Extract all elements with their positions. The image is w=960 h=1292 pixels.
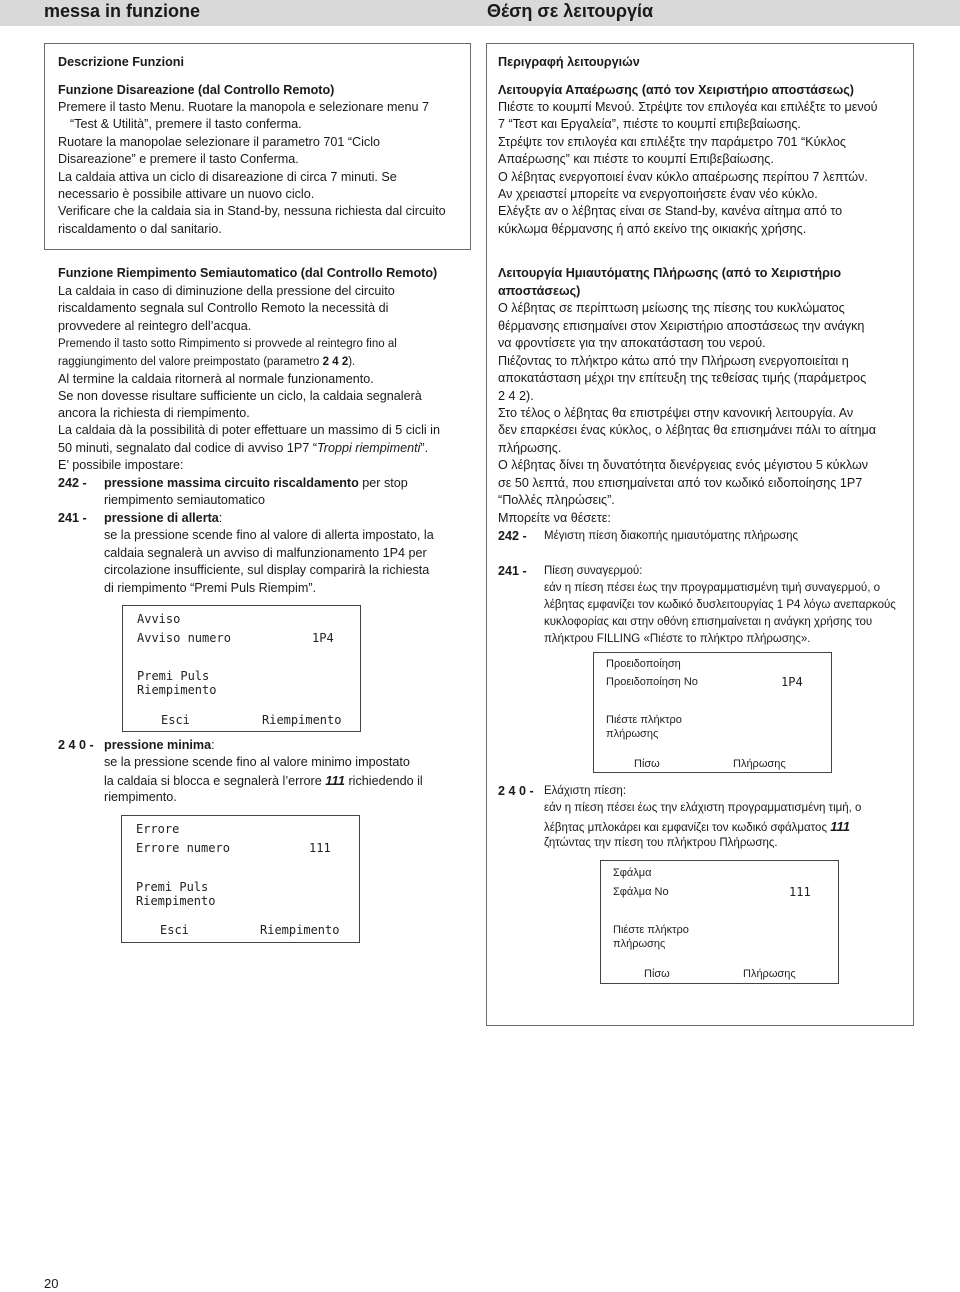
lcd-message: Πιέστε πλήκτρο [606, 714, 682, 726]
it-param-240: 2 4 0 - pressione minima: se la pressione scende fino al valore minimo impostato la caldaia si blocca e segnalerà l’errore 111 richiedendo il riempimento. [58, 738, 423, 804]
header-title-gr: Θέση σε λειτουργία [487, 1, 654, 21]
lcd-fill-button[interactable]: Riempimento [260, 923, 340, 937]
it-param-242: 242 - pressione massima circuito riscaldamento per stop riempimento semiautomatico [58, 476, 408, 507]
it-text-line: provvedere al reintegro dell’acqua. [58, 319, 252, 333]
it-text-line: Se non dovesse risultare sufficiente un ciclo, la caldaia segnalerà [58, 389, 422, 403]
error-code-glyph: 111 [325, 773, 345, 788]
lcd-title: Προειδοποίηση [606, 658, 681, 670]
it-text-line: La caldaia in caso di diminuzione della pressione del circuito [58, 284, 395, 298]
it-disaeration-title: Funzione Disareazione (dal Controllo Remoto) [58, 83, 335, 97]
lcd-exit-button[interactable]: Esci [161, 713, 190, 727]
lcd-code: 1P4 [312, 631, 334, 645]
it-text-line: riscaldamento segnala sul Controllo Remoto la necessità di [58, 301, 389, 315]
lcd-exit-button[interactable]: Esci [160, 923, 189, 937]
lcd-label: Προειδοποίηση Νο [606, 676, 698, 688]
lcd-fill-button[interactable]: Riempimento [262, 713, 342, 727]
gr-param-242: 242 - Μέγιστη πίεση διακοπής ημιαυτόματης πλήρωσης [498, 529, 799, 543]
gr-semiauto-title: Λειτουργία Ημιαυτόματης Πλήρωσης (από το Χειριστήριο [498, 266, 842, 280]
lcd-message: Premi Puls [137, 669, 210, 683]
lcd-back-button[interactable]: Πίσω [634, 758, 660, 770]
it-text-line: Al termine la caldaia ritornerà al normale funzionamento. [58, 372, 374, 386]
it-param-241: 241 - pressione di allerta: se la pressione scende fino al valore di allerta impostato, la caldaia segnalerà un avviso di malfunzionamento 1P4 per circolazione insufficiente, sul display comparirà la richiesta di riempimento “Premi Puls Riempim”. [58, 511, 434, 595]
it-box-title: Descrizione Funzioni [58, 55, 184, 69]
it-semiauto-title: Funzione Riempimento Semiautomatico (dal Controllo Remoto) [58, 266, 438, 280]
lcd-message: Premi Puls [136, 880, 209, 894]
lcd-message: πλήρωσης [606, 728, 659, 740]
lcd-fill-button[interactable]: Πλήρωσης [733, 758, 786, 770]
lcd-title: Σφάλμα [613, 867, 652, 879]
gr-param-240: 2 4 0 - Ελάχιστη πίεση: εάν η πίεση πέσει έως την ελάχιστη προγραμματισμένη τιμή, ο λέβητας μπλοκάρει και εμφανίζει τον κωδικό σφάλματος 111 ζητώντας την πίεση του πλήκτρου Πλήρωσης. [498, 784, 862, 849]
lcd-back-button[interactable]: Πίσω [644, 968, 670, 980]
gr-param-241: 241 - Πίεση συναγερμού: εάν η πίεση πέσει έως την προγραμματισμένη τιμή συναγερμού, ο λέβητας εμφανίζει τον κωδικό δυσλειτουργίας 1 P4 λόγω ανεπαρκούς κυκλοφορίας και στην οθόνη επισημαίνεται η ανάγκη χρήσης του πλήκτρου FILLING «Πιέστε το πλήκτρο πλήρωσης». [498, 564, 896, 645]
it-display-warning [122, 605, 361, 732]
lcd-label: Errore numero [136, 841, 230, 855]
error-code-glyph: 111 [830, 819, 850, 834]
lcd-message: πλήρωσης [613, 938, 666, 950]
lcd-message: Πιέστε πλήκτρο [613, 924, 689, 936]
it-text-line: ancora la richiesta di riempimento. [58, 406, 250, 420]
it-text-line: E’ possibile impostare: [58, 458, 184, 472]
it-text-line: 50 minuti, segnalato dal codice di avviso 1P7 “Troppi riempimenti”. [58, 441, 429, 455]
lcd-title: Avviso [137, 612, 181, 626]
gr-display-error [600, 860, 839, 984]
lcd-code: 1P4 [781, 675, 803, 689]
lcd-code: 111 [309, 841, 331, 855]
gr-box-title: Περιγραφή λειτουργιών [498, 55, 640, 69]
lcd-fill-button[interactable]: Πλήρωσης [743, 968, 796, 980]
lcd-code: 111 [789, 885, 811, 899]
it-text-line: Premendo il tasto sotto Rimpimento si provvede al reintegro fino al [58, 338, 397, 350]
gr-display-warning [593, 652, 832, 773]
page-number: 20 [44, 1276, 59, 1291]
it-display-error [121, 815, 360, 943]
lcd-message: Riempimento [137, 683, 217, 697]
lcd-title: Errore [136, 822, 180, 836]
lcd-label: Σφάλμα Νο [613, 886, 669, 898]
it-text-line: La caldaia dà la possibilità di poter effettuare un massimo di 5 cicli in [58, 423, 440, 437]
gr-disaeration-title: Λειτουργία Απαέρωσης (από τον Χειριστήριο αποστάσεως) [498, 83, 854, 97]
lcd-label: Avviso numero [137, 631, 231, 645]
header-title-it: messa in funzione [44, 1, 201, 21]
lcd-message: Riempimento [136, 894, 216, 908]
gr-semiauto-title: αποστάσεως) [498, 284, 581, 298]
it-text-line: raggiungimento del valore preimpostato (parametro 2 4 2). [58, 356, 356, 368]
